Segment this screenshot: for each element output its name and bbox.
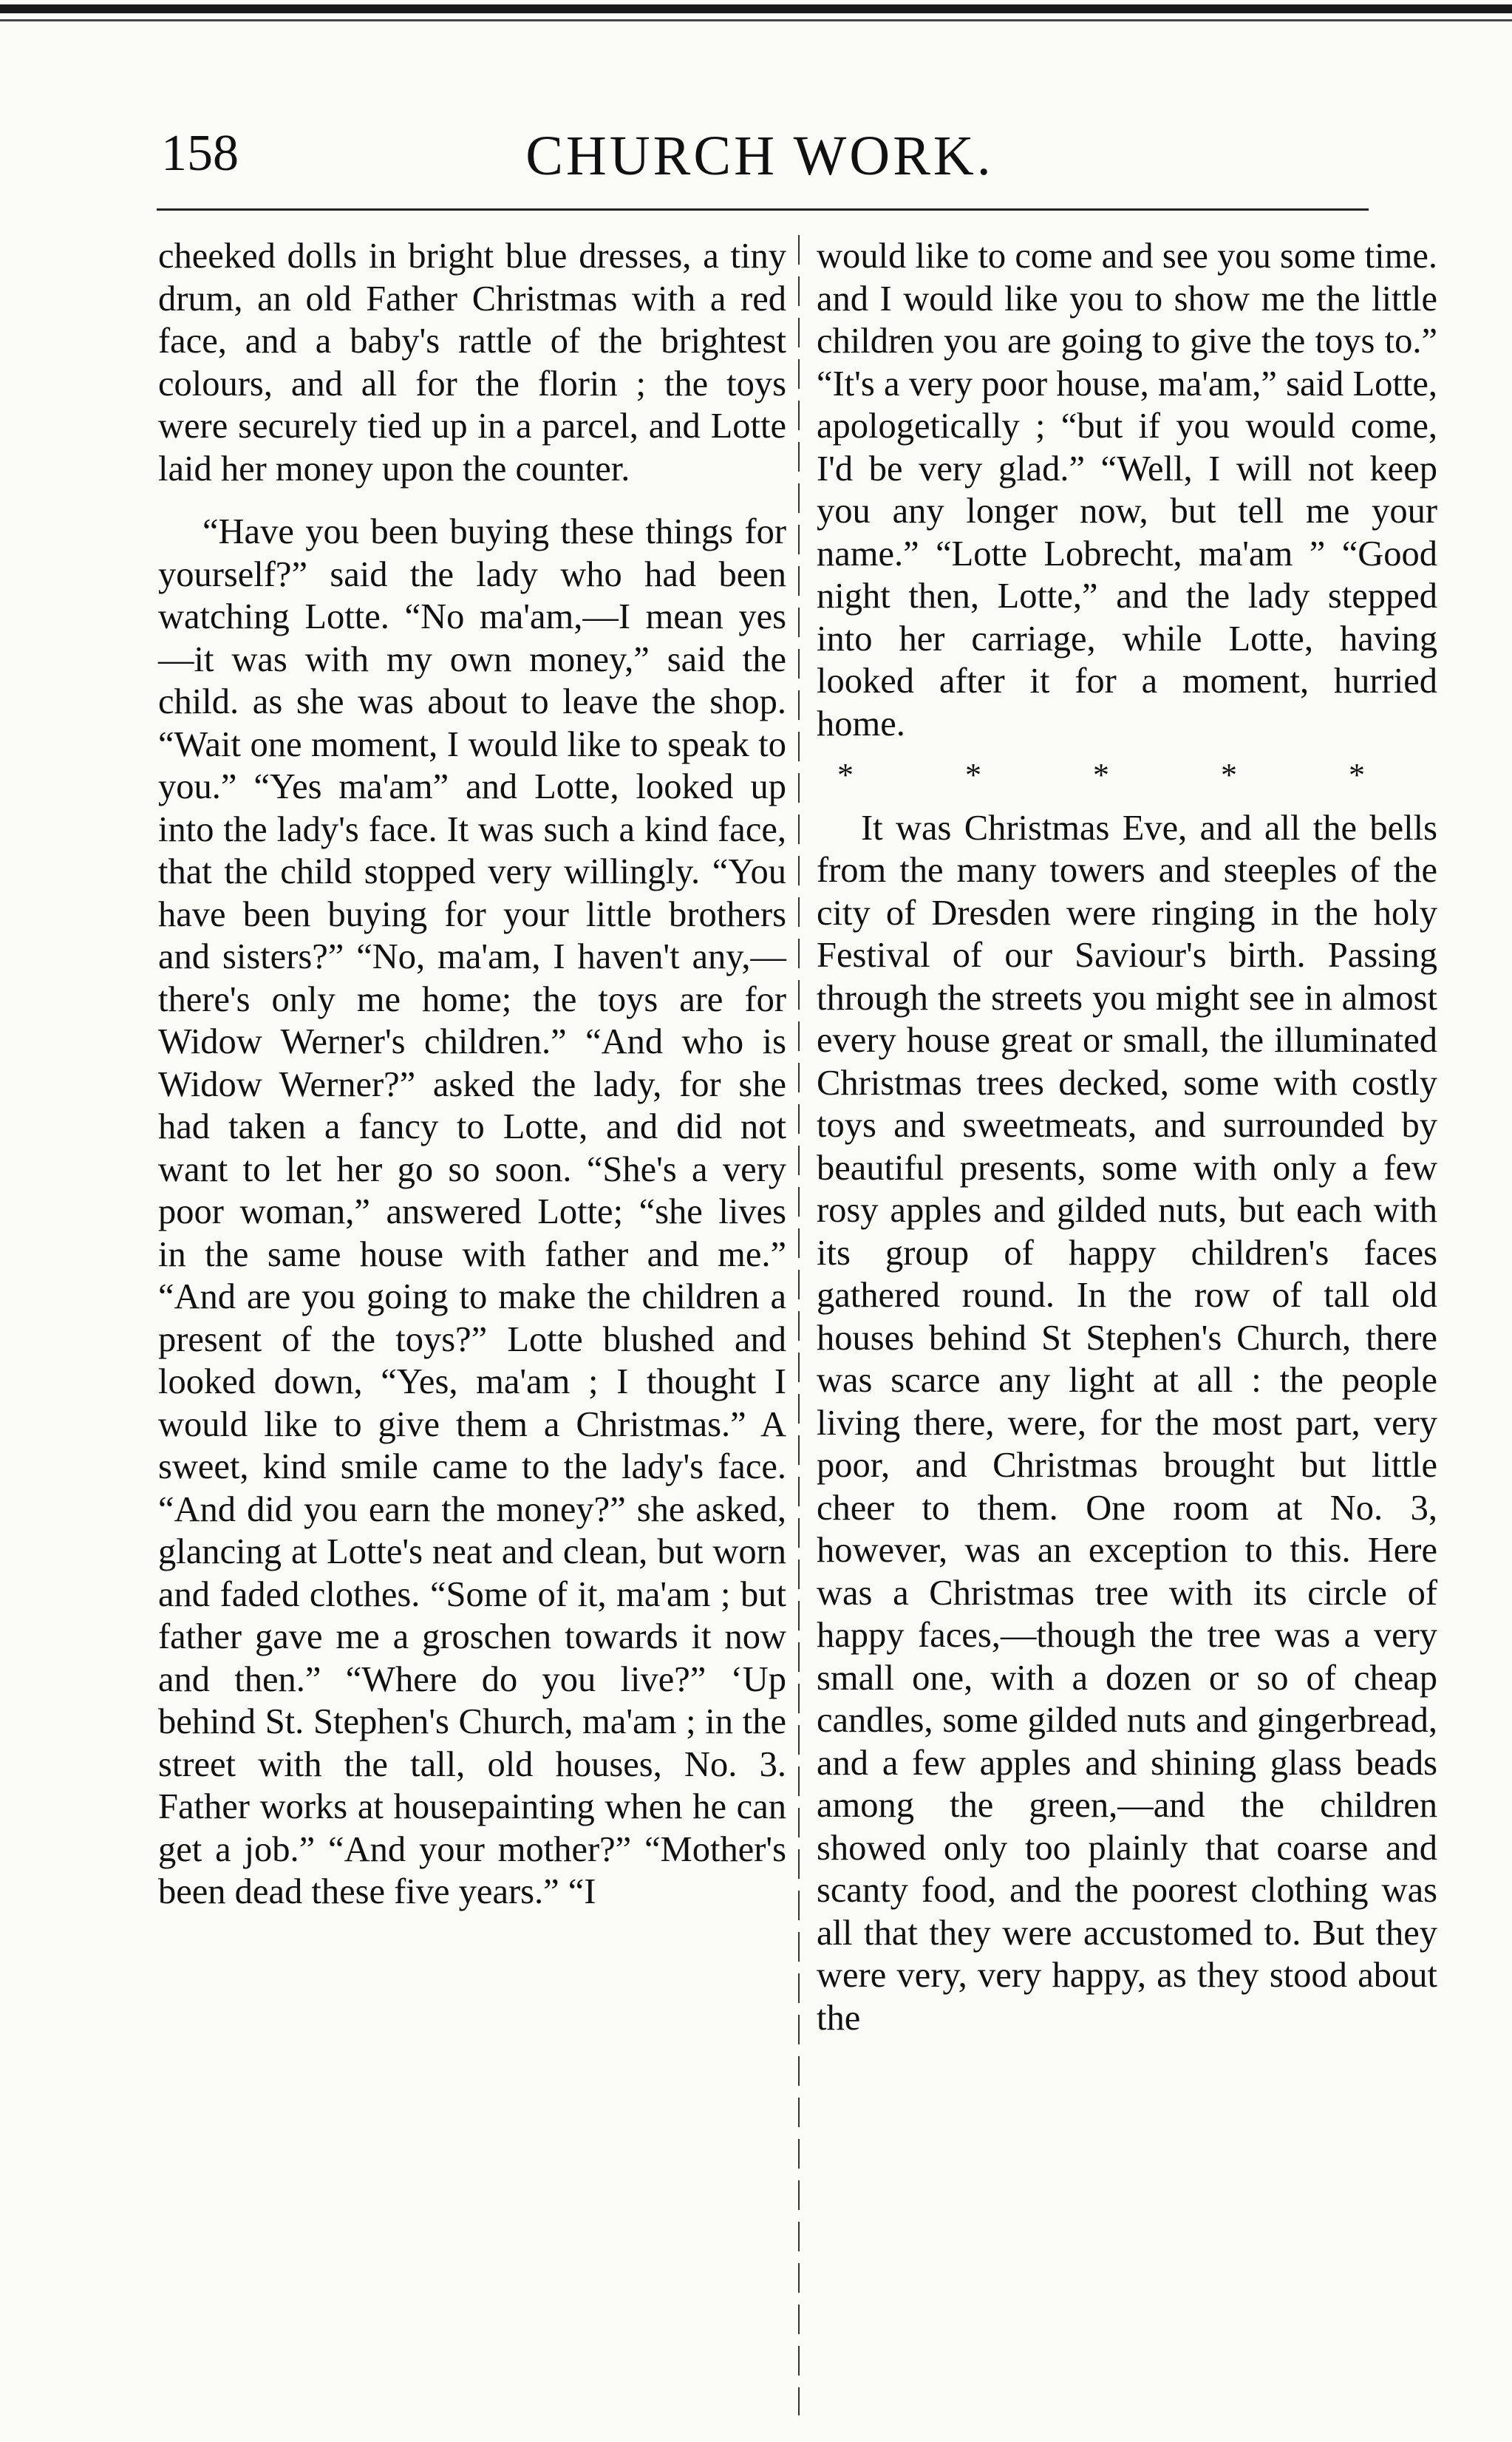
running-title: CHURCH WORK. <box>525 125 994 187</box>
right-paragraph-2: It was Christmas Eve, and all the bells from the many towers and steeples of the city of Dresden were ringing in the holy Festival of our Saviour's birth. Passing through the streets you might see in almost every house great or small, the illuminated Christmas trees decked, some with costly toys and sweetmeats, and surrounded by beautiful presents, some with only a few rosy apples and gilded nuts, but each with its group of happy children's faces gathered round. In the row of tall old houses behind St Stephen's Church, there was scarce any light at all : the people living there, were, for the most part, very poor, and Christmas brought but little cheer to them. One room at No. 3, however, was an exception to this. Here was a Christmas tree with its circle of happy faces,—though the tree was a very small one, with a dozen or so of cheap candles, some gilded nuts and gingerbread, and a few apples and shining glass beads among the green,—and the children showed only too plainly that coarse and scanty food, and the poorest clothing was all that they were accustomed to. But they were very, very happy, as they stood about the <box>817 808 1437 2038</box>
page-number: 158 <box>161 125 239 182</box>
top-border-rule-thin <box>0 19 1512 21</box>
left-column <box>158 235 786 1914</box>
section-separator: * * * * * <box>837 757 1417 793</box>
top-border-rule <box>0 4 1512 13</box>
left-paragraph-1: cheeked dolls in bright blue dresses, a tiny drum, an old Father Christmas with a red face, and a baby's rattle of the brightest colours, and all for the florin ; the toys were securely tied up in a parcel, and Lotte laid her money upon the counter. <box>158 237 786 489</box>
column-divider <box>798 235 800 2415</box>
right-paragraph-1: would like to come and see you some time. and I would like you to show me the little children you are going to give the toys to.” “It's a very poor house, ma'am,” said Lotte, apologetically ; “but if you would come, I'd be very glad.” “Well, I will not keep you any longer now, but tell me your name.” “Lotte Lobrecht, ma'am ” “Good night then, Lotte,” and the lady stepped into her carriage, while Lotte, having looked after it for a moment, hurried home. <box>817 237 1437 744</box>
header-rule <box>157 208 1369 211</box>
page-header <box>161 124 1358 205</box>
left-paragraph-2: “Have you been buying these things for yourself?” said the lady who had been watching Lotte. “No ma'am,—I mean yes—it was with my own money,” said the child. as she was about to leave the shop. “Wait one moment, I would like to speak to you.” “Yes ma'am” and Lotte, looked up into the lady's face. It was such a kind face, that the child stopped very willingly. “You have been buying for your little brothers and sisters?” “No, ma'am, I haven't any,—there's only me home; the toys are for Widow Werner's children.” “And who is Widow Werner?” asked the lady, for she had taken a fancy to Lotte, and did not want to let her go so soon. “She's a very poor woman,” answered Lotte; “she lives in the same house with father and me.” “And are you going to make the children a present of the toys?” Lotte blushed and looked down, “Yes, ma'am ; I thought I would like to give them a Christmas.” A sweet, kind smile came to the lady's face. “And did you earn the money?” she asked, glancing at Lotte's neat and clean, but worn and faded clothes. “Some of it, ma'am ; but father gave me a groschen towards it now and then.” “Where do you live?” ‘Up behind St. Stephen's Church, ma'am ; in the street with the tall, old houses, No. 3. Father works at housepainting when he can get a job.” “And your mother?” “Mother's been dead these five years.” “I <box>158 512 786 1911</box>
right-column <box>817 235 1437 2039</box>
